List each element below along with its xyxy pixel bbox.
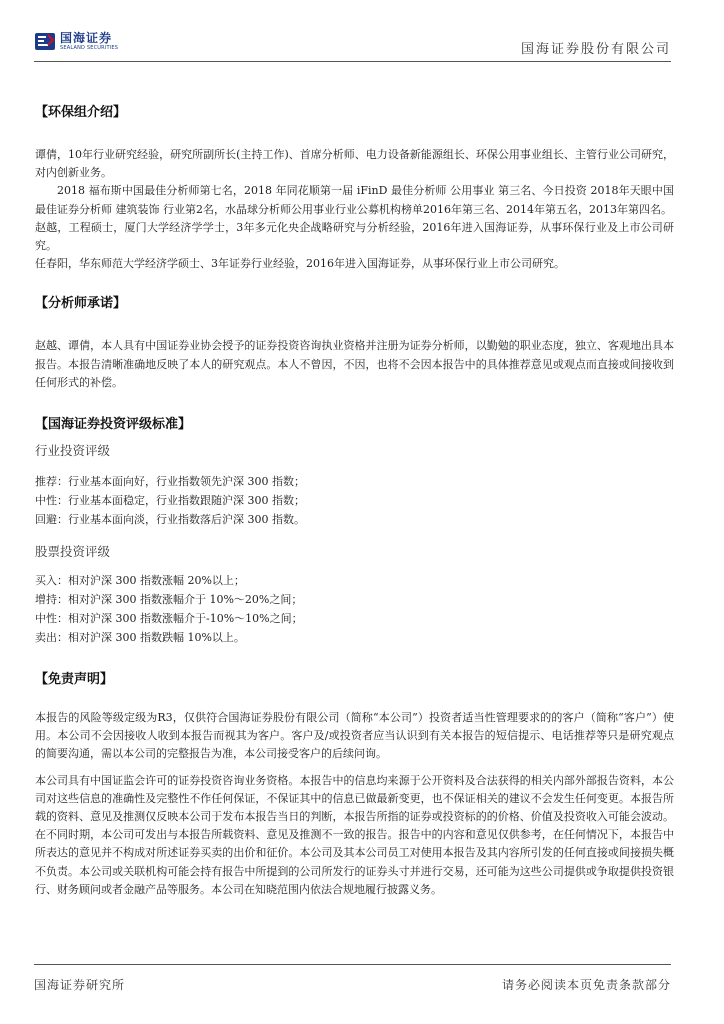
stock-rating-item: 增持：相对沪深 300 指数涨幅介于 10%～20%之间； [35,593,303,607]
footer-institute: 国海证券研究所 [34,978,126,992]
logo-mark-icon [34,30,56,52]
team-paragraph-1: 谭倩，10年行业研究经验，研究所副所长(主持工作)、首席分析师、电力设备新能源组长、环保公用事业组长、主管行业公司研究，对内创新业务。 [35,148,674,180]
team-paragraph-3: 赵越，工程硕士，厦门大学经济学学士，3年多元化央企战略研究与分析经验，2016年进入国海证券，从事环保行业及上市公司研究。 [35,220,674,253]
stock-rating-item: 中性：相对沪深 300 指数涨幅介于-10%～10%之间； [35,612,303,626]
section-title-rating: 【国海证券投资评级标准】 [35,417,192,433]
logo-text-en: SEALAND SECURITIES [60,44,119,51]
header-company-name: 国海证券股份有限公司 [520,42,671,57]
company-logo [34,30,118,52]
industry-rating-heading: 行业投资评级 [35,443,111,459]
section-title-commitment: 【分析师承诺】 [35,296,127,312]
industry-rating-item: 回避：行业基本面向淡，行业指数落后沪深 300 指数。 [35,513,305,527]
stock-rating-item: 卖出：相对沪深 300 指数跌幅 10%以上。 [35,631,245,645]
commitment-paragraph: 赵越、谭倩，本人具有中国证券业协会授予的证券投资咨询执业资格并注册为证券分析师，以勤勉的职业态度，独立、客观地出具本报告。本报告清晰准确地反映了本人的研究观点。本人不曾因，不因，也将不会因本报告中的具体推荐意见或观点而直接或间接收到任何形式的补偿。 [35,339,674,389]
header-divider [34,61,671,62]
team-paragraph-4: 任春阳，华东师范大学经济学硕士、3年证券行业经验，2016年进入国海证券，从事环保行业上市公司研究。 [35,257,565,271]
industry-rating-item: 中性：行业基本面稳定，行业指数跟随沪深 300 指数； [35,494,305,508]
section-title-disclaimer: 【免责声明】 [35,672,114,688]
stock-rating-list [35,571,674,647]
logo-text-cn: 国海证券 [60,30,113,45]
stock-rating-item: 买入：相对沪深 300 指数涨幅 20%以上； [35,574,245,588]
page-content [35,102,674,899]
industry-rating-list [35,472,674,529]
disclaimer-paragraph-1: 本报告的风险等级定级为R3，仅供符合国海证券股份有限公司（简称“本公司”）投资者适当性管理要求的的客户（简称“客户”）使用。本公司不会因接收人收到本报告而视其为客户。客户及/或投资者应当认识到有关本报告的短信提示、电话推荐等只是研究观点的简要沟通，需以本公司的完整报告为准，本公司接受客户的后续问询。 [35,711,674,761]
team-paragraph-2: 2018 福布斯中国最佳分析师第七名，2018 年同花顺第一届 iFinD 最佳分析师 公用事业 第三名、今日投资 2018年天眼中国最佳证券分析师 建筑装饰 行业第2名，水晶球分析师公用事业行业公募机构榜单2016年第三名、2014年第五名，2013年第四名。 [35,184,674,216]
industry-rating-item: 推荐：行业基本面向好，行业指数领先沪深 300 指数； [35,475,305,489]
footer-divider [34,964,671,965]
section-title-team: 【环保组介绍】 [35,105,127,120]
disclaimer-paragraph-2: 本公司具有中国证监会许可的证券投资咨询业务资格。本报告中的信息均来源于公开资料及合法获得的相关内部外部报告资料，本公司对这些信息的准确性及完整性不作任何保证，不保证其中的信息已做最新变更，也不保证相关的建议不会发生任何变更。本报告所载的资料、意见及推测仅反映本公司于发布本报告当日的判断，本报告所指的证券或投资标的的价格、价值及投资收入可能会波动。在不同时期，本公司可发出与本报告所载资料、意见及推测不一致的报告。报告中的内容和意见仅供参考，在任何情况下，本报告中所表达的意见并不构成对所述证券买卖的出价和征价。本公司及其本公司员工对使用本报告及其内容所引发的任何直接或间接损失概不负责。本公司或关联机构可能会持有报告中所提到的公司所发行的证券头寸并进行交易，还可能为这些公司提供或争取提供投资银行、财务顾问或者金融产品等服务。本公司在知晓范围内依法合规地履行披露义务。 [35,773,674,896]
page-header [0,0,724,72]
footer-disclaimer-note: 请务必阅读本页免责条款部分 [501,978,671,992]
stock-rating-heading: 股票投资评级 [35,544,111,560]
